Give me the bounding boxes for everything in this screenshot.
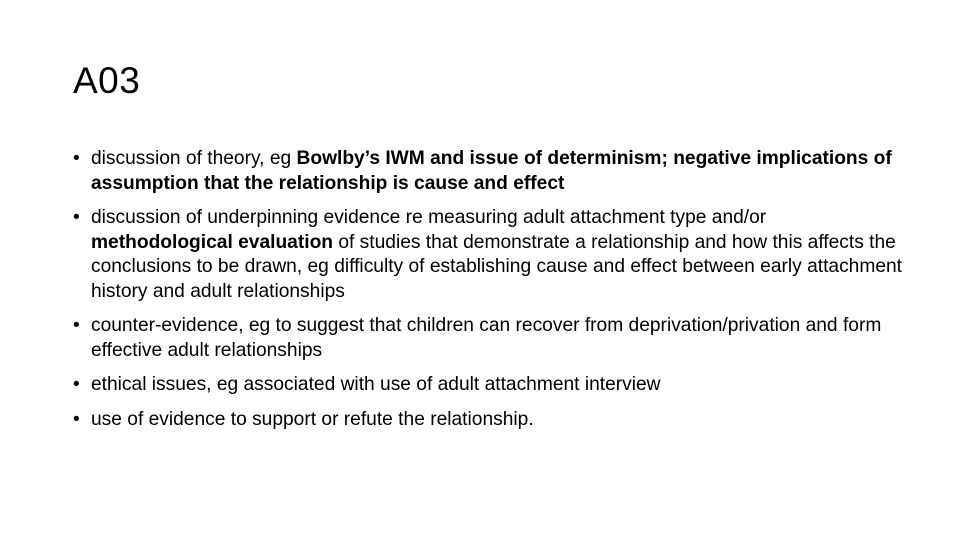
bullet-item <box>73 373 903 398</box>
bullet-text-segment: discussion of underpinning evidence re measuring adult attachment type and/or <box>91 207 767 228</box>
bullet-text-bold-segment: Bowlby’s IWM and issue of determinism; negative implications of assumption that the relationship is cause and effect <box>91 148 892 194</box>
bullet-text-segment: counter-evidence, eg to suggest that children can recover from deprivation/privation and form effective adult relationships <box>91 315 882 361</box>
bullet-text <box>91 207 902 302</box>
slide-title: A03 <box>73 60 141 101</box>
bullet-text-segment: use of evidence to support or refute the relationship. <box>91 408 534 430</box>
bullet-item <box>73 408 903 433</box>
bullet-list <box>73 147 903 442</box>
bullet-marker: • <box>73 408 80 430</box>
bullet-item <box>73 147 903 196</box>
bullet-text <box>91 409 534 430</box>
bullet-text-bold-segment: methodological evaluation <box>91 231 334 253</box>
bullet-marker: • <box>73 374 80 395</box>
bullet-item <box>73 314 903 363</box>
bullet-text <box>91 315 881 361</box>
bullet-text-segment: ethical issues, eg associated with use of adult attachment interview <box>91 374 661 395</box>
bullet-marker: • <box>73 207 80 228</box>
bullet-marker: • <box>73 148 80 169</box>
bullet-text-segment: discussion of theory, eg <box>91 148 297 169</box>
bullet-item <box>73 206 903 304</box>
bullet-marker: • <box>73 315 80 336</box>
bullet-text <box>91 374 661 395</box>
bullet-text <box>91 148 892 194</box>
bullet-text-segment: of studies that demonstrate a relationship and how this affects the conclusions to be drawn, eg difficulty of establishing cause and effect between early attachment history and adult relationships <box>91 231 902 302</box>
